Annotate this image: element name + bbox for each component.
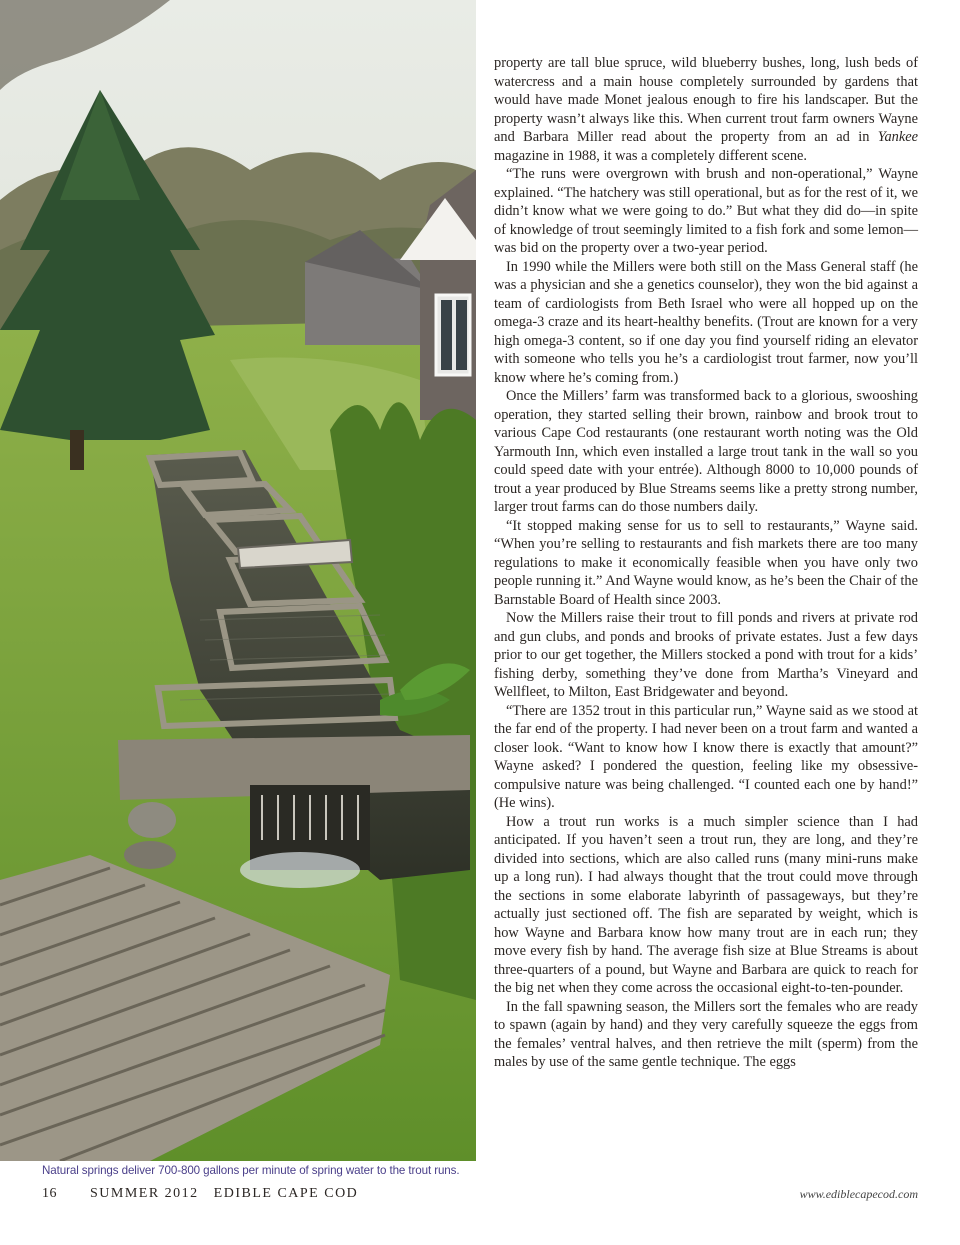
paragraph-1: property are tall blue spruce, wild blueberry bushes, long, lush beds of watercress and a main house completely surrounded by gardens that would have made Monet jealous enough to fire his landscaper. But the property wasn’t always like this. When current trout farm owners Wayne and Barbara Miller read about the property from an ad in Yankee magazine in 1988, it was a completely different scene. bbox=[494, 55, 918, 164]
paragraph-6: Now the Millers raise their trout to fill ponds and rivers at private rod and gun clubs, and ponds and brooks of private estates. Just a few days prior to our get together, the Millers stocked a pond with trout for a kids’ fishing derby, something they’ve done from Martha’s Vineyard and Wellfleet, to Milton, East Bridgewater and beyond. bbox=[494, 610, 918, 700]
paragraph-5: “It stopped making sense for us to sell to restaurants,” Wayne said. “When you’re selling to restaurants and fish markets there are too many regulations to make it economically feasible when you have only two people running it.” And Wayne would know, as he’s been the Chair of the Barnstable Board of Health since 2003. bbox=[494, 517, 918, 608]
paragraph-7: “There are 1352 trout in this particular run,” Wayne said as we stood at the far end of the property. I had never been on a trout farm and wanted a closer look. “Want to know how I know there is exactly that amount?” Wayne asked? I pondered the question, feeling like my obsessive-compulsive nature was being challenged. “I counted each one by hand!” (He wins). bbox=[494, 702, 918, 811]
paragraph-2: “The runs were overgrown with brush and non-operational,” Wayne explained. “The hatchery was still operational, but as for the rest of it, we didn’t know what we were going to do.” But what they did do—in spite of knowledge of trout seemingly limited to a fish fork and some lemon—was bid on the property over a two-year period. bbox=[494, 166, 918, 256]
page-footer bbox=[0, 1186, 960, 1206]
paragraph-9: In the fall spawning season, the Millers sort the females who are ready to spawn (again by hand) and they very carefully squeeze the eggs from the females’ ventral halves, and then retrieve the milt (sperm) from the males by use of the same gentle technique. The eggs bbox=[494, 998, 918, 1070]
issue-title: SUMMER 2012 EDIBLE CAPE COD bbox=[90, 1186, 359, 1201]
article-body bbox=[494, 54, 918, 1072]
photo-caption: Natural springs deliver 700-800 gallons per minute of spring water to the trout runs. bbox=[42, 1164, 460, 1177]
paragraph-8: How a trout run works is a much simpler science than I had anticipated. If you haven’t seen a trout run, they are long, and they’re divided into sections, which are also called runs (many mini-runs make up a long run). I had always thought that the trout could move through the sections in some elaborate labyrinth of passageways, but they’re actually just sectioned off. The fish are separated by weight, which is how Wayne and Barbara know how many trout are in each run; they move every fish by hand. The average fish size at Blue Streams is about three-quarters of a pound, but Wayne and Barbara are quick to reach for the big net when they come across the occasional eight-to-ten-pounder. bbox=[494, 813, 918, 996]
paragraph-3: In 1990 while the Millers were both still on the Mass General staff (he was a physician and she a genetics counselor), they won the bid against a team of cardiologists from Beth Israel who were all hopped up on the omega-3 craze and its heart-healthy benefits. (Trout are known for a very high omega-3 content, so if one day you find yourself riding an elevator with someone who tells you he’s a cardiologist trout farmer, now you’ll know where he’s coming from.) bbox=[494, 258, 918, 386]
paragraph-4: Once the Millers’ farm was transformed back to a glorious, swooshing operation, they started selling their brown, rainbow and brook trout to various Cape Cod restaurants (one restaurant worth noting was the Old Yarmouth Inn, which even installed a large trout tank in the wall so you could speed date with your entrée). Although 8000 to 10,000 pounds of trout a year produced by Blue Streams seems like a pretty strong number, larger trout farms can do those numbers daily. bbox=[494, 388, 918, 515]
trout-run-photo bbox=[0, 0, 476, 1161]
trout-run-illustration bbox=[0, 0, 476, 1161]
page-number: 16 bbox=[42, 1186, 57, 1201]
website-url[interactable]: www.ediblecapecod.com bbox=[799, 1187, 918, 1201]
